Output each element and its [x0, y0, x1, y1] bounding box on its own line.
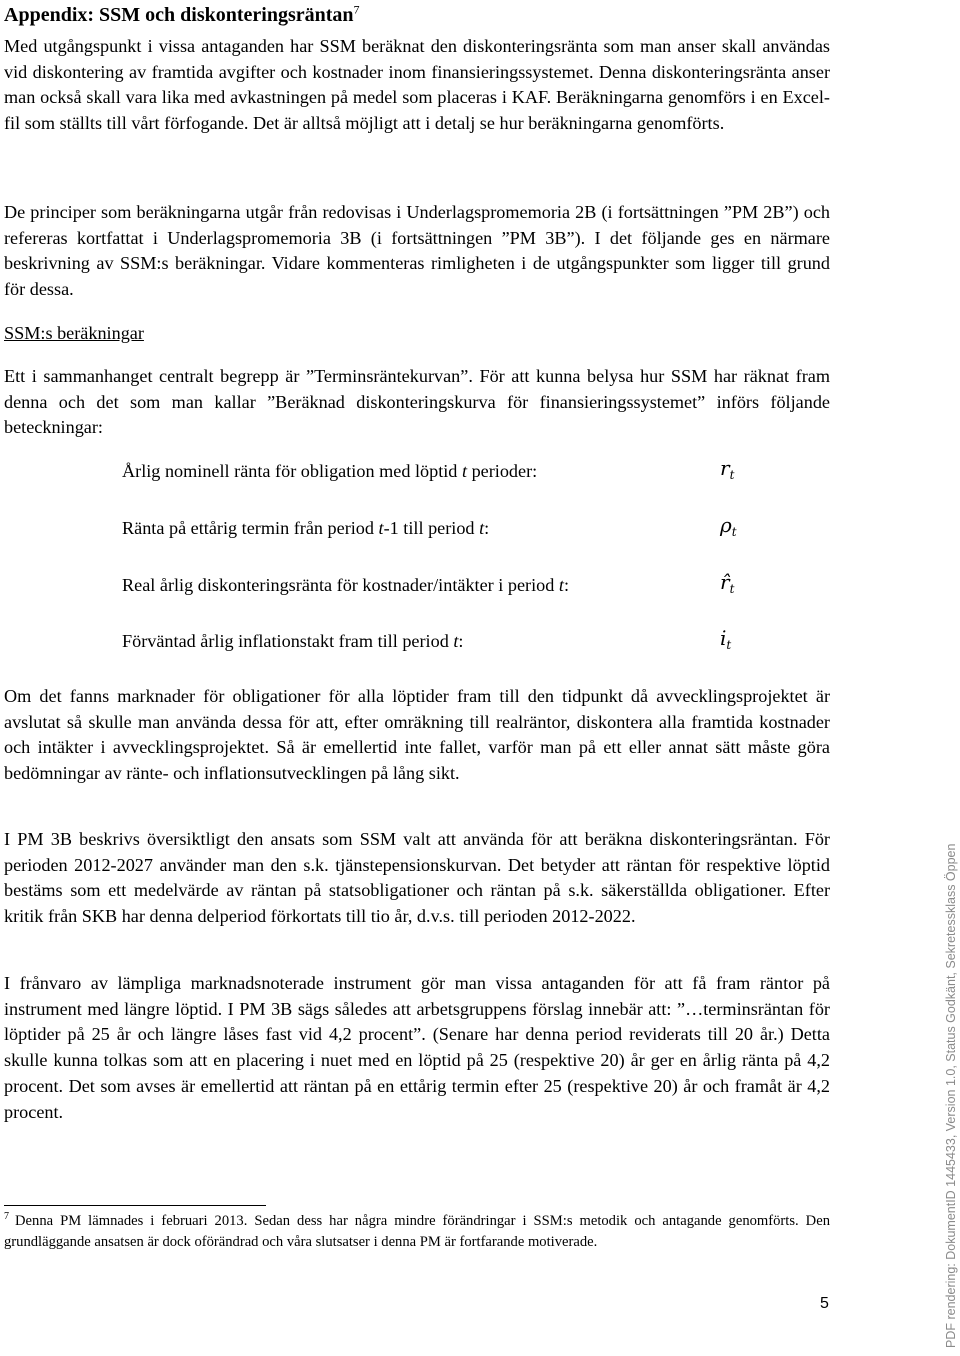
- definition-label: Ränta på ettårig termin från period t-1 till period t:: [122, 518, 490, 538]
- footnote: [4, 1211, 830, 1253]
- definition-row: [122, 458, 742, 488]
- heading-text: Appendix: SSM och diskonteringsräntan: [4, 4, 354, 26]
- definition-symbol: $r_t$: [720, 456, 735, 482]
- definition-label: Förväntad årlig inflationstakt fram till period t:: [122, 631, 464, 651]
- paragraph-pm3b: I PM 3B beskrivs översiktligt den ansats som SSM valt att använda för att beräkna diskonteringsräntan. För perioden 2012-2027 använder man den s.k. tjänstepensionskurvan. Det betyder att räntan för respektive löptid bestäms som ett medelvärde av räntan på statsobligationer och räntan på s.k. säkerställda obligationer. Efter kritik från SKB har denna delperiod förkortats till tio år, d.v.s. till perioden 2012-2022.: [4, 829, 830, 927]
- paragraph-term-curve: Ett i sammanhanget centralt begrepp är ”Terminsräntekurvan”. För att kunna belysa hur SSM har räknat fram denna och det som man kallar ”Beräknad diskonteringskurva för finansieringssystemet” införs följande beteckningar:: [4, 366, 830, 438]
- subheading-ssm-calculations: SSM:s beräkningar: [4, 323, 144, 343]
- footnote-reference: 7: [353, 2, 360, 17]
- definition-symbol: $\rho_t$: [720, 513, 737, 539]
- definition-row: [122, 628, 742, 658]
- footnote-separator: [4, 1205, 266, 1206]
- definition-label: Årlig nominell ränta för obligation med löptid t perioder:: [122, 461, 538, 481]
- pdf-rendering-sidebar: PDF rendering: DokumentID 1445433, Version 1.0, Status Godkänt, Sekretessklass Öppen: [944, 843, 958, 1348]
- footnote-text: Denna PM lämnades i februari 2013. Sedan dess har några mindre förändringar i SSM:s metodik och antagande genomförts. Den grundläggande ansatsen är dock oförändrad och våra slutsatser i denna PM är fortfarande motiverade.: [4, 1213, 830, 1250]
- paragraph-principles: De principer som beräkningarna utgår från redovisas i Underlagspromemoria 2B (i fortsättningen ”PM 2B”) och refereras kortfattat i Underlagspromemoria 3B (i fortsättningen ”PM 3B”). I det följande ges en närmare beskrivning av SSM:s beräkningar. Vidare kommenteras rimligheten i de utgångspunkter som ligger till grund för dessa.: [4, 202, 830, 300]
- footnote-mark: 7: [4, 1211, 9, 1223]
- paragraph-intro: Med utgångspunkt i vissa antaganden har SSM beräknat den diskonteringsränta som man anser skall användas vid diskontering av framtida avgifter och kostnader inom finansieringssystemet. Denna diskonteringsränta anser man också skall vara lika med avkastningen på medel som placeras i KAF. Beräkningarna genomförs i en Excel-fil som ställts till vårt förfogande. Det är alltså möjligt att i detalj se hur beräkningarna genomförts.: [4, 36, 830, 134]
- paragraph-markets: Om det fanns marknader för obligationer för alla löptider fram till den tidpunkt då avvecklingsprojektet är avslutat så skulle man använda dessa för att, efter omräkning till realräntor, diskontera alla framtida kostnader och intäkter i avvecklingsprojektet. Så är emellertid inte fallet, varför man på ett eller annat sätt måste göra bedömningar av ränte- och inflationsutvecklingen på lång sikt.: [4, 686, 830, 784]
- appendix-heading: [4, 2, 360, 28]
- paragraph-long-rates: I frånvaro av lämpliga marknadsnoterade instrument gör man vissa antaganden för att få fram räntor på instrument med längre löptid. I PM 3B sägs således att arbetsgruppens förslag innebär att: ”…terminsräntan för löptider på 25 år och längre låses fast vid 4,2 procent”. (Senare har denna period reviderats till 20 år.) Detta skulle kunna tolkas som att en placering i nuet med en löptid på 25 (respektive 20) år ger en årlig ränta på 4,2 procent. Det som avses är emellertid att räntan på en ettårig termin efter 25 (respektive 20) år och framåt är 4,2 procent.: [4, 973, 830, 1122]
- definition-row: [122, 515, 742, 545]
- definition-symbol: $r̂_t$: [720, 570, 735, 596]
- page-number: 5: [820, 1295, 829, 1312]
- definition-symbol: $i_t$: [720, 626, 732, 652]
- definition-row: [122, 572, 742, 602]
- definition-label: Real årlig diskonteringsränta för kostnader/intäkter i period t:: [122, 575, 569, 595]
